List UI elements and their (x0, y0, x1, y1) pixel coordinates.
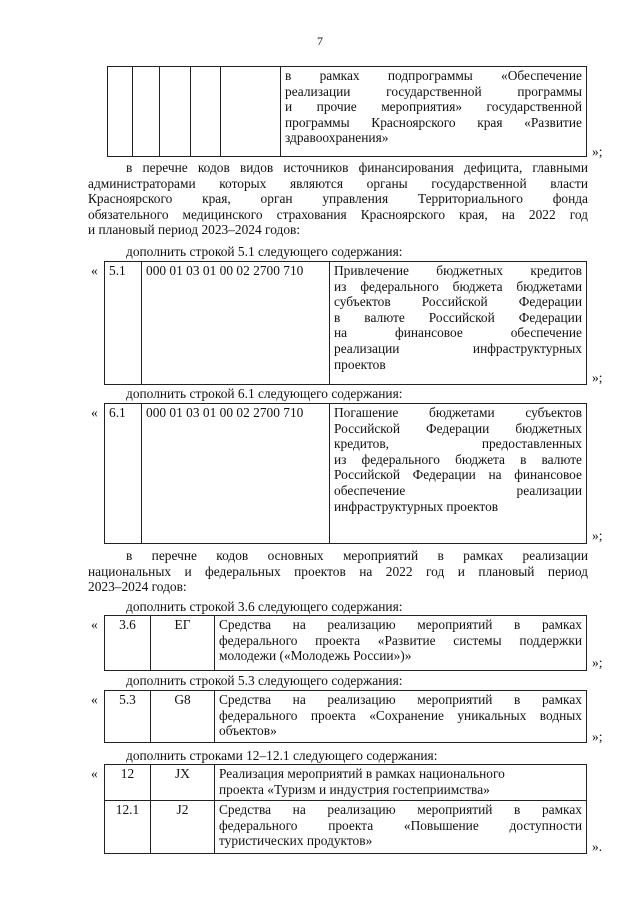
row-number: 6.1 (105, 404, 142, 544)
opening-quote: « (91, 692, 98, 707)
paragraph-sources: в перечне кодов видов источников финансирования дефицита, главными администраторами которых являются органы государственной власти Красноярского края, орган управления Территориального фонда обязательного медицинского страхования Красноярского края, на 2022 год и плановый период 2023–2024 годов: (88, 160, 588, 238)
table-row-3-6 (104, 615, 587, 671)
row-code: JX (151, 765, 215, 801)
row-number: 3.6 (105, 616, 151, 671)
row-code: J2 (151, 801, 215, 854)
opening-quote: « (91, 766, 98, 781)
row-number: 12 (105, 765, 151, 801)
table-row-5-3 (104, 690, 587, 743)
row-description: Средства на реализацию мероприятий в рамках федерального проекта «Повышение доступности туристических продуктов» (215, 801, 587, 854)
closing-quote: ». (592, 839, 603, 854)
closing-quote: »; (592, 729, 603, 744)
paragraph-measures: в перечне кодов основных мероприятий в рамках реализации национальных и федеральных проектов на 2022 год и плановый период 2023–2024 годов: (88, 548, 588, 595)
table-row-5-1 (104, 261, 587, 385)
table-continuation (107, 66, 587, 157)
row-description: Средства на реализацию мероприятий в рамках федерального проекта «Сохранение уникальных водных объектов» (215, 691, 587, 743)
page-number: 7 (317, 34, 323, 48)
row-code: 000 01 03 01 00 02 2700 710 (142, 262, 330, 385)
row-code: G8 (151, 691, 215, 743)
instruction-6-1: дополнить строкой 6.1 следующего содержания: (126, 386, 403, 401)
opening-quote: « (91, 617, 98, 632)
row-code: 000 01 03 01 00 02 2700 710 (142, 404, 330, 544)
table-row (105, 765, 587, 801)
instruction-3-6: дополнить строкой 3.6 следующего содержания: (126, 599, 403, 614)
row-number: 12.1 (105, 801, 151, 854)
instruction-5-1: дополнить строкой 5.1 следующего содержания: (126, 244, 403, 259)
row-code: ЕГ (151, 616, 215, 671)
row-number: 5.3 (105, 691, 151, 743)
table-rows-12 (104, 764, 587, 854)
closing-quote: »; (592, 655, 603, 670)
row-description: Привлечение бюджетных кредитов из федерального бюджета бюджетами субъектов Российской Федерации в валюте Российской Федерации на финансовое обеспечение реализации инфраструктурных проектов (330, 262, 587, 385)
instruction-5-3: дополнить строкой 5.3 следующего содержания: (126, 673, 403, 688)
closing-quote: »; (592, 370, 603, 385)
row-description: Реализация мероприятий в рамках национального проекта «Туризм и индустрия гостеприимства» (215, 765, 587, 801)
table1-text: в рамках подпрограммы «Обеспечение реализации государственной программы и прочие мероприятия» государственной программы Красноярского края «Развитие здравоохранения» (281, 67, 587, 157)
row-description: Погашение бюджетами субъектов Российской Федерации бюджетных кредитов, предоставленных из федерального бюджета в валюте Российской Федерации на финансовое обеспечение реализации инфраструктурных проектов (330, 404, 587, 544)
row-description: Средства на реализацию мероприятий в рамках федерального проекта «Развитие системы поддержки молодежи («Молодежь России»)» (215, 616, 587, 671)
opening-quote: « (91, 263, 98, 278)
row-number: 5.1 (105, 262, 142, 385)
opening-quote: « (91, 405, 98, 420)
closing-quote: »; (592, 144, 603, 159)
table-row (105, 801, 587, 854)
instruction-12: дополнить строками 12–12.1 следующего содержания: (126, 748, 438, 763)
closing-quote: »; (592, 528, 603, 543)
table-row-6-1 (104, 403, 587, 544)
